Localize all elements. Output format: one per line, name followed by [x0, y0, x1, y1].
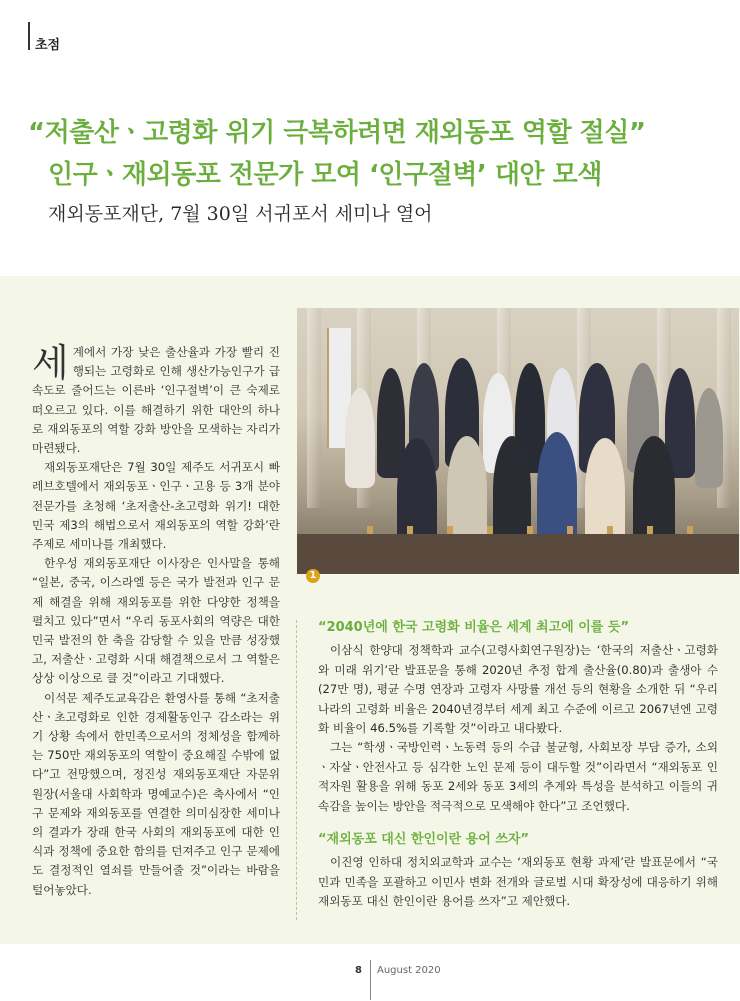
footer-divider	[370, 960, 371, 1000]
paragraph: 재외동포재단은 7월 30일 제주도 서귀포시 빠레브호텔에서 재외동포ㆍ인구ㆍ고용 등 3개 분야 전문가를 초청해 ‘초저출산-초고령화 위기! 대한민국 제3의 해법으로서 재외동포의 역할 강화’란 주제로 세미나를 개최했다.	[32, 460, 280, 552]
headline-secondary: 인구ㆍ재외동포 전문가 모여 ‘인구절벽’ 대안 모색	[48, 160, 602, 190]
subheading: “2040년에 한국 고령화 비율은 세계 최고에 이를 듯”	[318, 620, 629, 635]
column-divider	[296, 620, 298, 920]
issue-date: August 2020	[377, 965, 441, 976]
dropcap: 세	[32, 341, 69, 385]
paragraph: 한우성 재외동포재단 이사장은 인사말을 통해 “일본, 중국, 이스라엘 등은 국가 발전과 인구 문제 해결을 위해 재외동포를 위한 다양한 정책을 펼치고 있다”면서 “우리 동포사회의 역량은 대한민국 발전의 한 축을 감당할 수 있을 만큼 성장했고, 저출산ㆍ고령화 시대 해결책으로서 그 역할은 상상 이상으로 클 것”이라고 기대했다.	[32, 556, 280, 686]
body-left-column	[32, 343, 280, 900]
page-number: 8	[355, 965, 362, 976]
body-right-column	[318, 618, 718, 912]
paragraph: 그는 “학생ㆍ국방인력ㆍ노동력 등의 수급 불균형, 사회보장 부담 증가, 소외ㆍ자살ㆍ안전사고 등 심각한 노인 문제 등이 대두할 것”이라면서 “재외동포 인적자원 활용을 위해 동포 2세와 동포 3세의 추계와 특성을 분석하고 이들의 귀속감을 높이는 방안을 적극적으로 모색해야 한다”고 조언했다.	[318, 740, 718, 813]
photo-number-badge: 1	[306, 569, 320, 583]
section-marker-bar	[28, 22, 30, 50]
paragraph-lead-text: 계에서 가장 낮은 출산율과 가장 빨리 진행되는 고령화로 인해 생산가능인구가 급속도로 줄어드는 이른바 ‘인구절벽’이 큰 숙제로 떠오르고 있다. 이를 해결하기 위한 대안의 하나로 재외동포의 역할 강화 방안을 모색하는 자리가 마련됐다.	[32, 345, 280, 456]
section-label: 초점	[35, 38, 61, 53]
paragraph: 이삼식 한양대 정책학과 교수(고령사회연구원장)는 ‘한국의 저출산ㆍ고령화와 미래 위기’란 발표문을 통해 2020년 추정 합계 출산율(0.80)과 출생아 수(27만 명), 평균 수명 연장과 고령자 사망률 개선 등의 현황을 소개한 뒤 “우리나라의 고령화 비율은 2040년경부터 세계 최고 수준에 이르고 2067년엔 고령화 비율이 46.5%를 기록할 것”이라고 내다봤다.	[318, 643, 718, 736]
paragraph-lead	[32, 343, 280, 458]
headline-main: “저출산ㆍ고령화 위기 극복하려면 재외동포 역할 절실”	[28, 118, 646, 148]
group-photo	[297, 308, 739, 574]
paragraph: 이석문 제주도교육감은 환영사를 통해 “초저출산ㆍ초고령화로 인한 경제활동인구 감소라는 위기 상황 속에서 한민족으로서의 정체성을 함께하는 750만 재외동포의 역할이 중요해질 수밖에 없다”고 전망했으며, 정진성 재외동포재단 자문위원장(서울대 사회학과 명예교수)은 축사에서 “인구 문제와 재외동포를 연결한 의미심장한 세미나의 결과가 장래 한국 사회의 재외동포에 대한 인식과 정책에 중요한 함의를 던져주고 인구 문제에도 결정적인 열쇠를 만들어줄 것”이라는 바람을 털어놓았다.	[32, 690, 280, 897]
article-subtitle: 재외동포재단, 7월 30일 서귀포서 세미나 열어	[48, 203, 433, 225]
paragraph: 이진영 인하대 정치외교학과 교수는 ‘재외동포 현황 과제’란 발표문에서 “국민과 민족을 포괄하고 이민사 변화 전개와 글로벌 시대 확장성에 대응하기 위해 재외동포 대신 한인이란 용어를 쓰자”고 제안했다.	[318, 855, 718, 909]
subheading: “재외동포 대신 한인이란 용어 쓰자”	[318, 832, 530, 848]
